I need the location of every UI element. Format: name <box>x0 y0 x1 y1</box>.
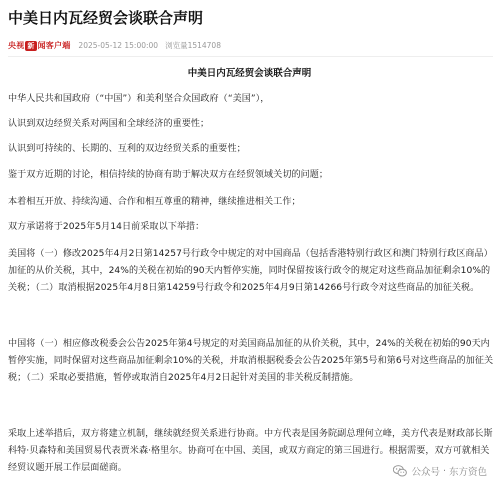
watermark-separator: · <box>442 465 446 477</box>
article-meta <box>8 38 493 52</box>
paragraph-recognize-2: 认识到可持续的、长期的、互利的双边经贸关系的重要性； <box>8 144 246 154</box>
watermark-account: 东方资色 <box>448 467 487 478</box>
paragraph-spirit: 本着相互开放、持续沟通、合作和相互尊重的精神，继续推进相关工作； <box>8 197 301 207</box>
paragraph-parties: 中华人民共和国政府（“中国”）和美利坚合众国政府（“美国”）， <box>8 94 270 104</box>
document-title: 中美日内瓦经贸会谈联合声明 <box>187 68 312 79</box>
article-headline: 中美日内瓦经贸会谈联合声明 <box>8 9 204 27</box>
wechat-icon <box>393 465 407 477</box>
source-logo[interactable]: 央视 新 闻客户端 <box>8 40 71 50</box>
header-divider <box>8 56 493 57</box>
watermark-platform: 公众号 <box>411 467 440 478</box>
paragraph-recognize-1: 认识到双边经贸关系对两国和全球经济的重要性； <box>8 119 210 129</box>
paragraph-mechanism: 采取上述举措后，双方将建立机制，继续就经贸关系进行协商。中方代表是国务院副总理何立峰，美方代表是财政部长斯科特·贝森特和美国贸易代表贾米森·格里尔。协商可在中国、美国，或双方商定的第三国进行。根据需要，双方可就相关经贸议题开展工作层面磋商。 <box>8 429 493 473</box>
paragraph-cn-measures: 中国将（一）相应修改税委会公告2025年第4号规定的对美国商品加征的从价关税，其中，24%的关税在初始的90天内暂停实施，同时保留对这些商品加征剩余10%的关税，并取消根据税委会公告2025年第5号和第6号对这些商品的加征关税；（二）采取必要措施，暂停或取消自2025年4月2日起针对美国的非关税反制措施。 <box>8 339 494 383</box>
view-count: 浏览量1514708 <box>165 40 221 50</box>
paragraph-discussion: 鉴于双方近期的讨论，相信持续的协商有助于解决双方在经贸领域关切的问题； <box>8 170 329 180</box>
paragraph-us-measures: 美国将（一）修改2025年4月2日第14257号行政令中规定的对中国商品（包括香港特别行政区和澳门特别行政区商品）加征的从价关税，其中，24%的关税在初始的90天内暂停实施，同时保留按该行政令的规定对这些商品加征剩余10%的关税；（二）取消根据2025年4月8日第14259号行政令和2025年4月9日第14266号行政令对这些商品的加征关税。 <box>8 249 493 293</box>
wechat-watermark <box>391 460 491 482</box>
publish-timestamp: 2025-05-12 15:00:00 <box>78 40 159 50</box>
paragraph-commitment: 双方承诺将于2025年5月14日前采取以下举措： <box>8 222 205 232</box>
